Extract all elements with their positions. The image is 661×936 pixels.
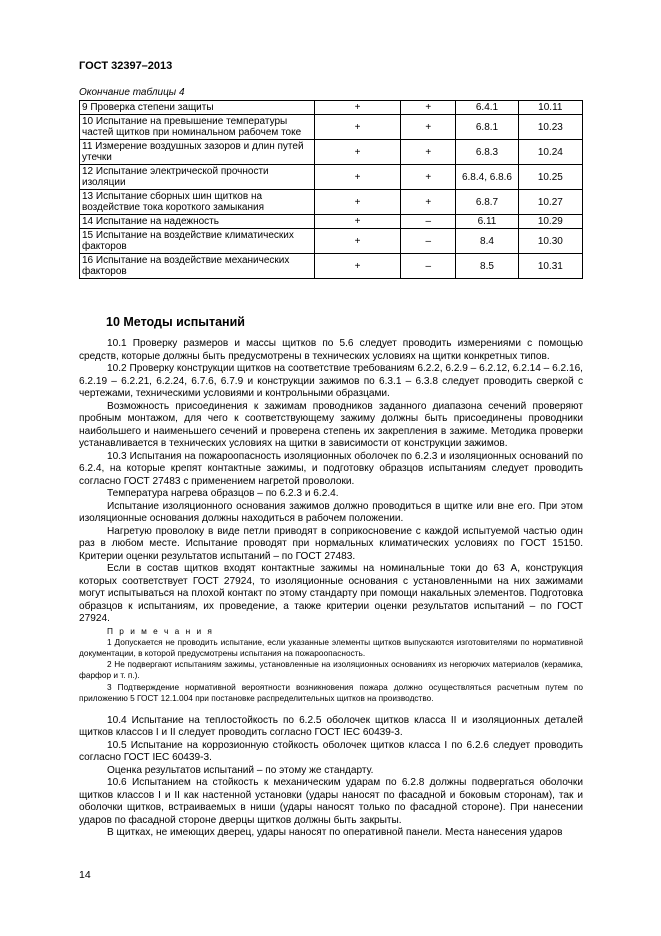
- paragraph: Испытание изоляционного основания зажимов должно проводиться в щитке или вне его. При этом изоляционные основания должны находиться в рабочем положении.: [79, 500, 583, 524]
- method-ref-cell: 10.30: [518, 229, 582, 254]
- page-number: 14: [79, 869, 91, 881]
- requirement-ref-cell: 8.5: [456, 254, 518, 279]
- table-row: [80, 229, 583, 254]
- mark-cell: +: [314, 229, 400, 254]
- mark-cell: +: [314, 190, 400, 215]
- mark-cell: +: [401, 190, 456, 215]
- paragraph: Оценка результатов испытаний – по этому же стандарту.: [107, 764, 374, 776]
- method-ref-cell: 10.31: [518, 254, 582, 279]
- paragraph: Нагретую проволоку в виде петли приводят в соприкосновение с каждой испытуемой частью один раз в любом месте. Испытание проводят при нормальных климатических условиях по ГОСТ 15150. Критерии оценки результатов испытаний – по ГОСТ 27483.: [79, 525, 583, 562]
- mark-cell: +: [401, 101, 456, 115]
- method-ref-cell: 10.29: [518, 215, 582, 229]
- mark-cell: +: [401, 165, 456, 190]
- test-name-cell: 12 Испытание электрической прочности изоляции: [80, 165, 315, 190]
- tests-table: [79, 100, 583, 279]
- table-row: [80, 215, 583, 229]
- paragraph: 10.2 Проверку конструкции щитков на соответствие требованиям 6.2.2, 6.2.9 – 6.2.12, 6.2.14 – 6.2.16, 6.2.19 – 6.2.21, 6.2.24, 6.7.6, 6.7.9 и конструкции зажимов по 6.3.1 – 6.3.8 следует проводить сверкой с чертежами, техническими условиями и контрольными образцами.: [79, 363, 583, 399]
- document-header: ГОСТ 32397–2013: [79, 60, 173, 72]
- paragraph: 10.5 Испытание на коррозионную стойкость оболочек щитков класса I по 6.2.6 следует проводить согласно ГОСТ IEC 60439-3.: [79, 739, 583, 764]
- mark-cell: +: [401, 140, 456, 165]
- mark-cell: –: [401, 229, 456, 254]
- test-name-cell: 13 Испытание сборных шин щитков на воздействие тока короткого замыкания: [80, 190, 315, 215]
- mark-cell: +: [314, 254, 400, 279]
- method-ref-cell: 10.27: [518, 190, 582, 215]
- paragraph: 10.6 Испытанием на стойкость к механическим ударам по 6.2.8 должны подвергаться оболочки щитков классов I и II как настенной установки (удары наносят по фасадной и боковым сторонам), так и оболочки щитков, встраиваемых в ниши (удары наносят только по фасадной стороне). При нанесении ударов по фасадной стороне дверцы щитков должны быть закрыты.: [79, 777, 583, 826]
- paragraph: 10.3 Испытания на пожароопасность изоляционных оболочек по 6.2.3 и изоляционных оснований по 6.2.4, на которые крепят контактные зажимы, и подготовку образцов испытаниям следует проводить согласно ГОСТ 27483 с применением нагретой проволоки.: [79, 450, 583, 487]
- paragraph: 10.1 Проверку размеров и массы щитков по 5.6 следует проводить измерениями с помощью средств, которые должны быть предусмотрены в технических условиях на щитки конкретных типов.: [79, 338, 583, 362]
- requirement-ref-cell: 8.4: [456, 229, 518, 254]
- table-row: [80, 115, 583, 140]
- table-caption: Окончание таблицы 4: [79, 87, 185, 98]
- paragraph: Если в состав щитков входят контактные зажимы на номинальные токи до 63 А, конструкция которых соответствует ГОСТ 27924, то изоляционные основания с установленными на них зажимами могут испытываться на плохой контакт по этому стандарту при помощи накальных элементов. Подготовка образцов к испытаниям, их проведение, а также критерии оценки результатов испытаний – по ГОСТ 27924.: [79, 563, 583, 624]
- requirement-ref-cell: 6.8.4, 6.8.6: [456, 165, 518, 190]
- test-name-cell: 11 Измерение воздушных зазоров и длин путей утечки: [80, 140, 315, 165]
- mark-cell: –: [401, 254, 456, 279]
- mark-cell: +: [314, 101, 400, 115]
- table-row: [80, 254, 583, 279]
- method-ref-cell: 10.11: [518, 101, 582, 115]
- mark-cell: +: [314, 215, 400, 229]
- notes-heading: П р и м е ч а н и я: [107, 625, 214, 636]
- mark-cell: +: [314, 115, 400, 140]
- section-body: [79, 338, 583, 840]
- paragraph: 10.4 Испытание на теплостойкость по 6.2.5 оболочек щитков класса II и изоляционных деталей щитков классов I и II следует проводить согласно ГОСТ IEC 60439-3.: [79, 714, 583, 739]
- requirement-ref-cell: 6.4.1: [456, 101, 518, 115]
- test-name-cell: 10 Испытание на превышение температуры частей щитков при номинальном рабочем токе: [80, 115, 315, 140]
- table-row: [80, 165, 583, 190]
- method-ref-cell: 10.23: [518, 115, 582, 140]
- table-row: [80, 190, 583, 215]
- test-name-cell: 14 Испытание на надежность: [80, 215, 315, 229]
- table-row: [80, 101, 583, 115]
- paragraph: В щитках, не имеющих дверец, удары наносят по оперативной панели. Места нанесения ударов: [107, 827, 563, 839]
- table-row: [80, 140, 583, 165]
- mark-cell: –: [401, 215, 456, 229]
- paragraph: Возможность присоединения к зажимам проводников заданного диапазона сечений проверяют пробным монтажом, для чего к соответствующему зажиму должны быть присоединены проводники наибольшего и наименьшего сечений и проверена степень их закрепления в зажиме. Методика проверки устанавливается в технических условиях на щитки в зависимости от конструкции зажимов.: [79, 400, 583, 449]
- method-ref-cell: 10.25: [518, 165, 582, 190]
- requirement-ref-cell: 6.8.1: [456, 115, 518, 140]
- note: 1 Допускается не проводить испытание, если указанные элементы щитков выпускаются изготовителями по нормативной документации, в которой предусмотрены испытания на пожароопасность.: [79, 636, 583, 658]
- mark-cell: +: [401, 115, 456, 140]
- requirement-ref-cell: 6.8.7: [456, 190, 518, 215]
- requirement-ref-cell: 6.8.3: [456, 140, 518, 165]
- method-ref-cell: 10.24: [518, 140, 582, 165]
- test-name-cell: 15 Испытание на воздействие климатических факторов: [80, 229, 315, 254]
- mark-cell: +: [314, 140, 400, 165]
- note: 2 Не подвергают испытаниям зажимы, установленные на изоляционных основаниях из негорючих материалов (керамика, фарфор и т. п.).: [79, 659, 583, 681]
- paragraph: Температура нагрева образцов – по 6.2.3 и 6.2.4.: [107, 488, 339, 499]
- section-title: 10 Методы испытаний: [106, 315, 245, 329]
- test-name-cell: 16 Испытание на воздействие механических факторов: [80, 254, 315, 279]
- note: 3 Подтверждение нормативной вероятности возникновения пожара должно осуществляться расчетным путем по приложению 5 ГОСТ 12.1.004 при постановке распределительных щитков на производство.: [79, 681, 583, 703]
- test-name-cell: 9 Проверка степени защиты: [80, 101, 315, 115]
- requirement-ref-cell: 6.11: [456, 215, 518, 229]
- mark-cell: +: [314, 165, 400, 190]
